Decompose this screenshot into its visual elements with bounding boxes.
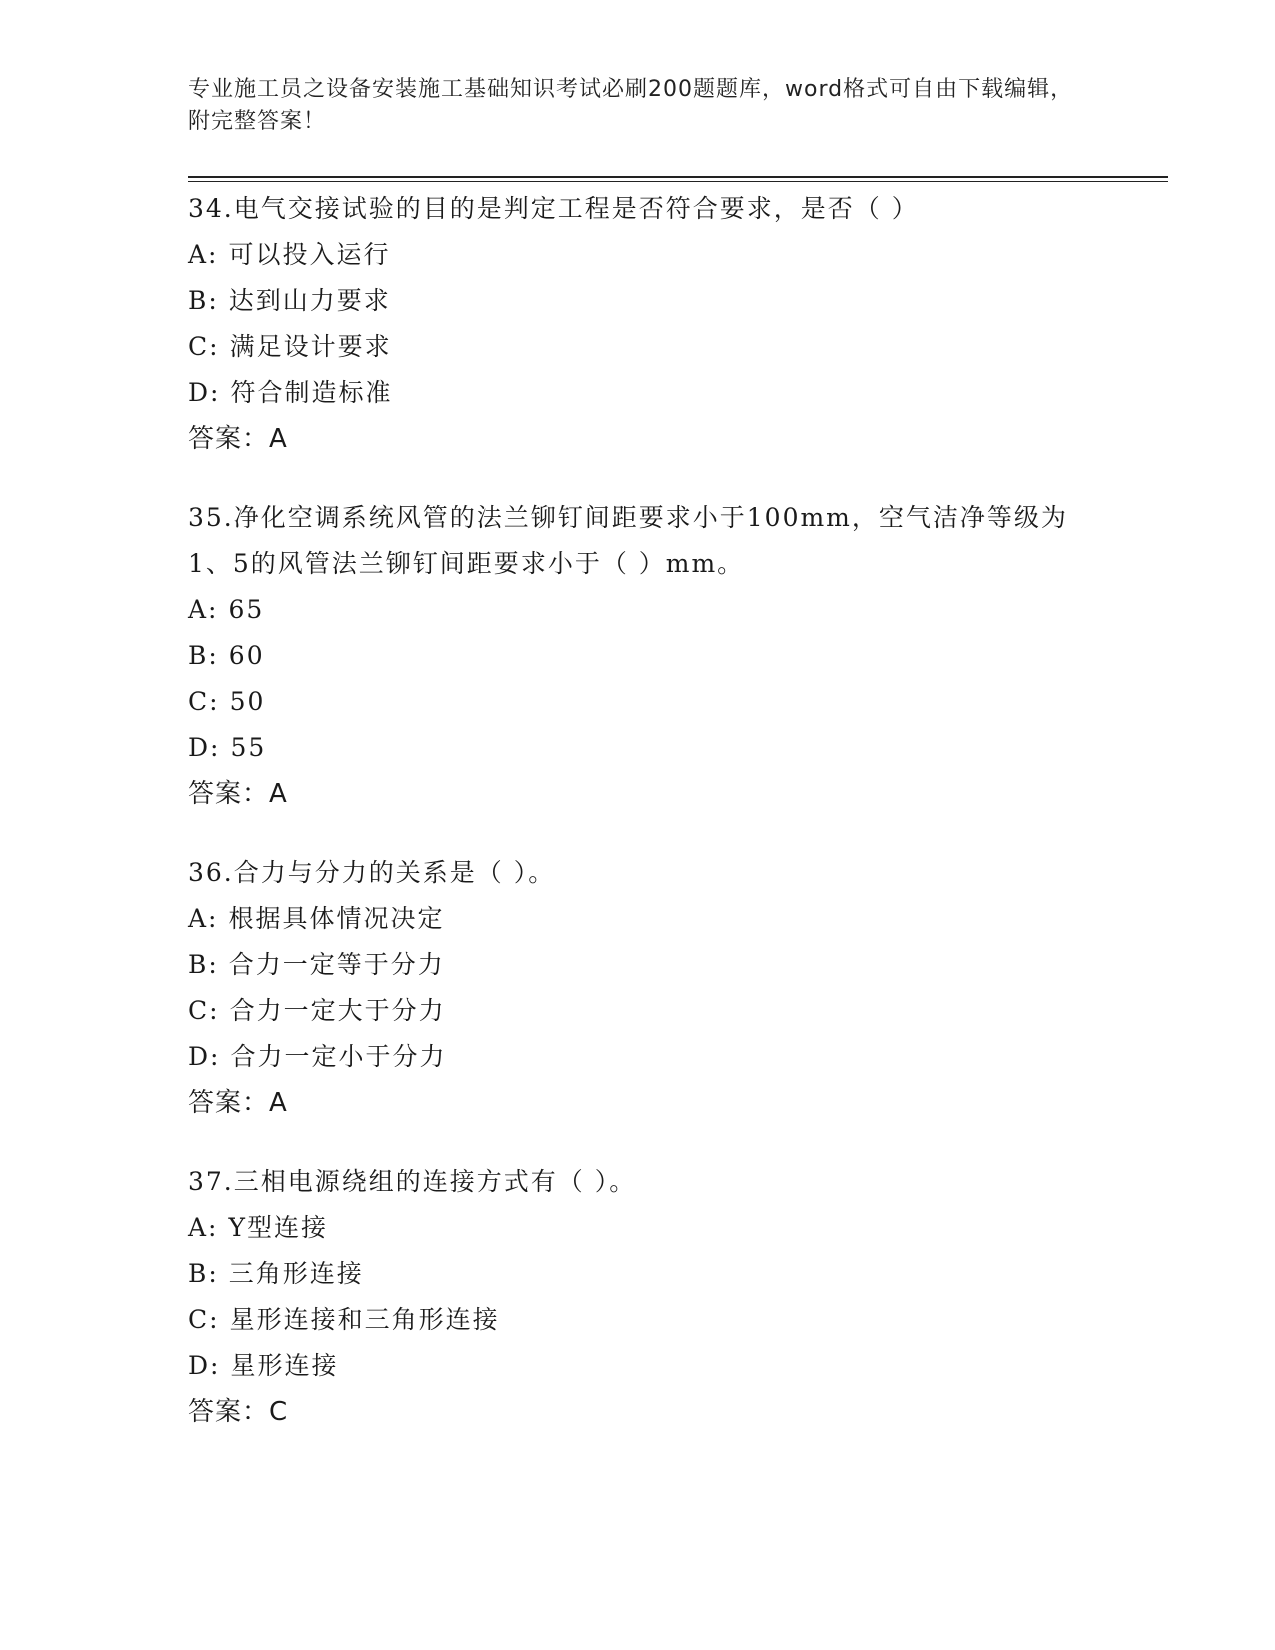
option-b bbox=[188, 942, 1088, 988]
option-d bbox=[188, 1034, 1088, 1080]
option-text: 符合制造标准 bbox=[230, 378, 393, 407]
question-34 bbox=[188, 186, 1088, 462]
option-text: 合力一定大于分力 bbox=[229, 996, 446, 1025]
option-b bbox=[188, 278, 1088, 324]
option-letter: B: bbox=[188, 286, 219, 315]
option-a bbox=[188, 587, 1088, 633]
option-c bbox=[188, 988, 1088, 1034]
option-text: 星形连接 bbox=[230, 1351, 339, 1380]
answer-label: 答案：A bbox=[188, 779, 288, 809]
option-text: 三角形连接 bbox=[228, 1259, 364, 1288]
option-text: 50 bbox=[229, 687, 266, 716]
question-stem: 36.合力与分力的关系是（ ）。 bbox=[188, 858, 556, 887]
question-37 bbox=[188, 1159, 1088, 1435]
option-letter: D: bbox=[188, 1351, 221, 1380]
option-text: 达到山力要求 bbox=[228, 286, 391, 315]
option-c bbox=[188, 1297, 1088, 1343]
option-letter: D: bbox=[188, 378, 221, 407]
option-text: 可以投入运行 bbox=[228, 240, 391, 269]
option-letter: A: bbox=[188, 240, 219, 269]
option-text: 满足设计要求 bbox=[229, 332, 392, 361]
option-text: 合力一定等于分力 bbox=[228, 950, 445, 979]
answer-label: 答案：A bbox=[188, 424, 288, 454]
option-d bbox=[188, 725, 1088, 771]
option-text: 根据具体情况决定 bbox=[228, 904, 445, 933]
option-letter: B: bbox=[188, 1259, 219, 1288]
option-letter: C: bbox=[188, 687, 220, 716]
question-35 bbox=[188, 495, 1088, 817]
option-letter: D: bbox=[188, 1042, 221, 1071]
option-c bbox=[188, 324, 1088, 370]
option-b bbox=[188, 1251, 1088, 1297]
option-letter: B: bbox=[188, 641, 219, 670]
option-letter: A: bbox=[188, 595, 219, 624]
header-divider bbox=[188, 176, 1168, 178]
answer-label: 答案：A bbox=[188, 1088, 288, 1118]
document-header: 专业施工员之设备安装施工基础知识考试必刷200题题库，word格式可自由下载编辑，附完整答案！ bbox=[188, 77, 1074, 134]
question-stem: 37.三相电源绕组的连接方式有（ ）。 bbox=[188, 1167, 637, 1196]
option-b bbox=[188, 633, 1088, 679]
option-letter: A: bbox=[188, 1213, 219, 1242]
option-letter: C: bbox=[188, 1305, 220, 1334]
option-letter: C: bbox=[188, 996, 220, 1025]
option-d bbox=[188, 1343, 1088, 1389]
option-text: 60 bbox=[228, 641, 265, 670]
option-d bbox=[188, 370, 1088, 416]
option-letter: D: bbox=[188, 733, 221, 762]
option-letter: C: bbox=[188, 332, 220, 361]
option-letter: A: bbox=[188, 904, 219, 933]
option-text: 55 bbox=[230, 733, 267, 762]
option-a bbox=[188, 232, 1088, 278]
option-a bbox=[188, 896, 1088, 942]
option-text: 合力一定小于分力 bbox=[230, 1042, 447, 1071]
option-text: Y型连接 bbox=[228, 1213, 328, 1242]
option-text: 星形连接和三角形连接 bbox=[229, 1305, 500, 1334]
question-stem: 34.电气交接试验的目的是判定工程是否符合要求，是否（ ） bbox=[188, 194, 919, 223]
option-a bbox=[188, 1205, 1088, 1251]
question-36 bbox=[188, 850, 1088, 1126]
answer-label: 答案：C bbox=[188, 1397, 289, 1427]
option-text: 65 bbox=[228, 595, 265, 624]
option-c bbox=[188, 679, 1088, 725]
header-divider-thin bbox=[188, 181, 1168, 182]
option-letter: B: bbox=[188, 950, 219, 979]
question-stem: 35.净化空调系统风管的法兰铆钉间距要求小于100mm，空气洁净等级为1、5的风管法兰铆钉间距要求小于（ ）mm。 bbox=[188, 503, 1068, 578]
